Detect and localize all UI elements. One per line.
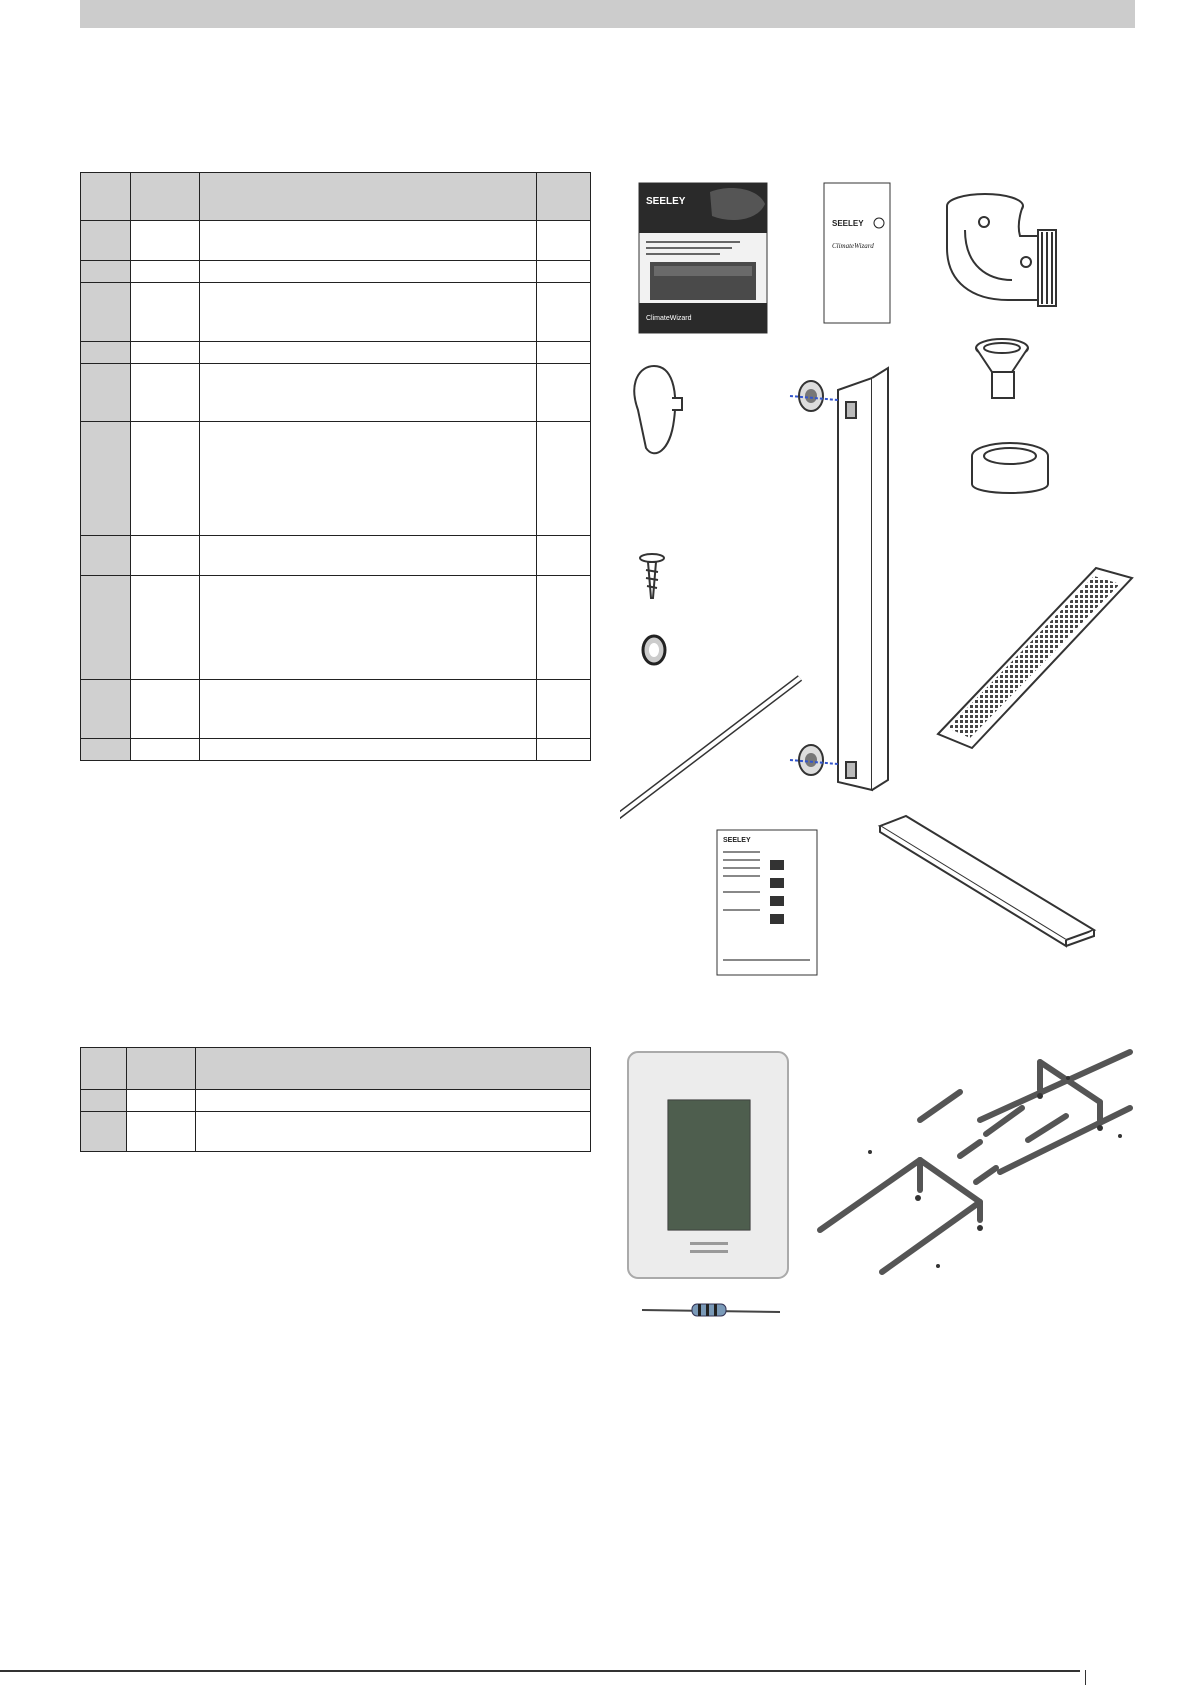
quantity-cell (537, 283, 591, 342)
description-cell (200, 364, 537, 422)
drain-tray (880, 816, 1094, 946)
footer-tick (1085, 1670, 1086, 1685)
item-cell (81, 261, 131, 283)
quantity-cell (537, 342, 591, 364)
table-header-row (81, 173, 591, 221)
table-row (81, 1112, 591, 1152)
item-cell (81, 1112, 127, 1152)
quantity-cell (537, 536, 591, 576)
quantity-cell (537, 261, 591, 283)
item-cell (81, 680, 131, 739)
funnel-adapter (976, 339, 1028, 398)
header-cell (537, 173, 591, 221)
card-brand: SEELEY (832, 219, 864, 228)
item-cell (81, 739, 131, 761)
mounting-frame (820, 1052, 1130, 1272)
quantity-cell (537, 739, 591, 761)
table-row (81, 364, 591, 422)
header-cell (131, 173, 200, 221)
description-cell (200, 576, 537, 680)
controller-drawing (620, 1040, 1140, 1340)
part-number-cell (127, 1112, 196, 1152)
item-cell (81, 364, 131, 422)
manual-brand: SEELEY (646, 196, 686, 207)
knob-clip (634, 366, 682, 453)
footer-rule (0, 1670, 1080, 1672)
washer (643, 636, 665, 664)
table-header-row (81, 1048, 591, 1090)
part-number-cell (131, 261, 200, 283)
description-cell (200, 283, 537, 342)
item-cell (81, 342, 131, 364)
table-row (81, 739, 591, 761)
quantity-cell (537, 422, 591, 536)
part-number-cell (131, 221, 200, 261)
table-row (81, 342, 591, 364)
part-number-cell (131, 576, 200, 680)
screw (640, 554, 664, 598)
description-cell (200, 261, 537, 283)
table-row (81, 680, 591, 739)
controller-illustration (620, 1040, 1140, 1340)
part-number-cell (131, 739, 200, 761)
table-row (81, 422, 591, 536)
item-cell (81, 422, 131, 536)
upright-channel (838, 368, 888, 790)
description-cell (200, 422, 537, 536)
parts-drawing (620, 170, 1140, 980)
description-cell (200, 739, 537, 761)
description-cell (200, 536, 537, 576)
grommet-top (790, 381, 838, 411)
lock-nut (972, 443, 1048, 493)
description-cell (196, 1112, 591, 1152)
controls-table (80, 1047, 591, 1152)
resistor (642, 1304, 780, 1316)
description-cell (200, 221, 537, 261)
sheet-brand: SEELEY (723, 837, 751, 844)
warranty-card (824, 183, 890, 323)
description-cell (196, 1090, 591, 1112)
installation-manual (639, 183, 767, 333)
parts-table (80, 172, 591, 761)
quantity-cell (537, 221, 591, 261)
header-cell (127, 1048, 196, 1090)
quantity-cell (537, 576, 591, 680)
wall-controller (628, 1052, 788, 1278)
quantity-cell (537, 680, 591, 739)
grommet-bottom (790, 745, 838, 775)
item-cell (81, 576, 131, 680)
table-row (81, 576, 591, 680)
table-row (81, 221, 591, 261)
filter-grille (938, 568, 1132, 748)
rod (620, 678, 800, 830)
parts-illustration (620, 170, 1140, 980)
table-row (81, 536, 591, 576)
description-cell (200, 342, 537, 364)
manual-brand-secondary: ClimateWizard (646, 315, 692, 322)
part-number-cell (131, 536, 200, 576)
header-cell (81, 1048, 127, 1090)
part-number-cell (131, 283, 200, 342)
item-cell (81, 283, 131, 342)
item-cell (81, 221, 131, 261)
description-cell (200, 680, 537, 739)
part-number-cell (131, 364, 200, 422)
header-cell (196, 1048, 591, 1090)
part-number-cell (131, 680, 200, 739)
table-row (81, 283, 591, 342)
item-cell (81, 1090, 127, 1112)
elbow-fitting (947, 194, 1056, 306)
instruction-sheet (717, 830, 817, 975)
quantity-cell (537, 364, 591, 422)
table-row (81, 261, 591, 283)
card-brand-secondary: ClimateWizard (832, 242, 874, 250)
part-number-cell (131, 422, 200, 536)
part-number-cell (127, 1090, 196, 1112)
header-cell (200, 173, 537, 221)
table-row (81, 1090, 591, 1112)
header-bar (80, 0, 1135, 28)
item-cell (81, 536, 131, 576)
part-number-cell (131, 342, 200, 364)
header-cell (81, 173, 131, 221)
